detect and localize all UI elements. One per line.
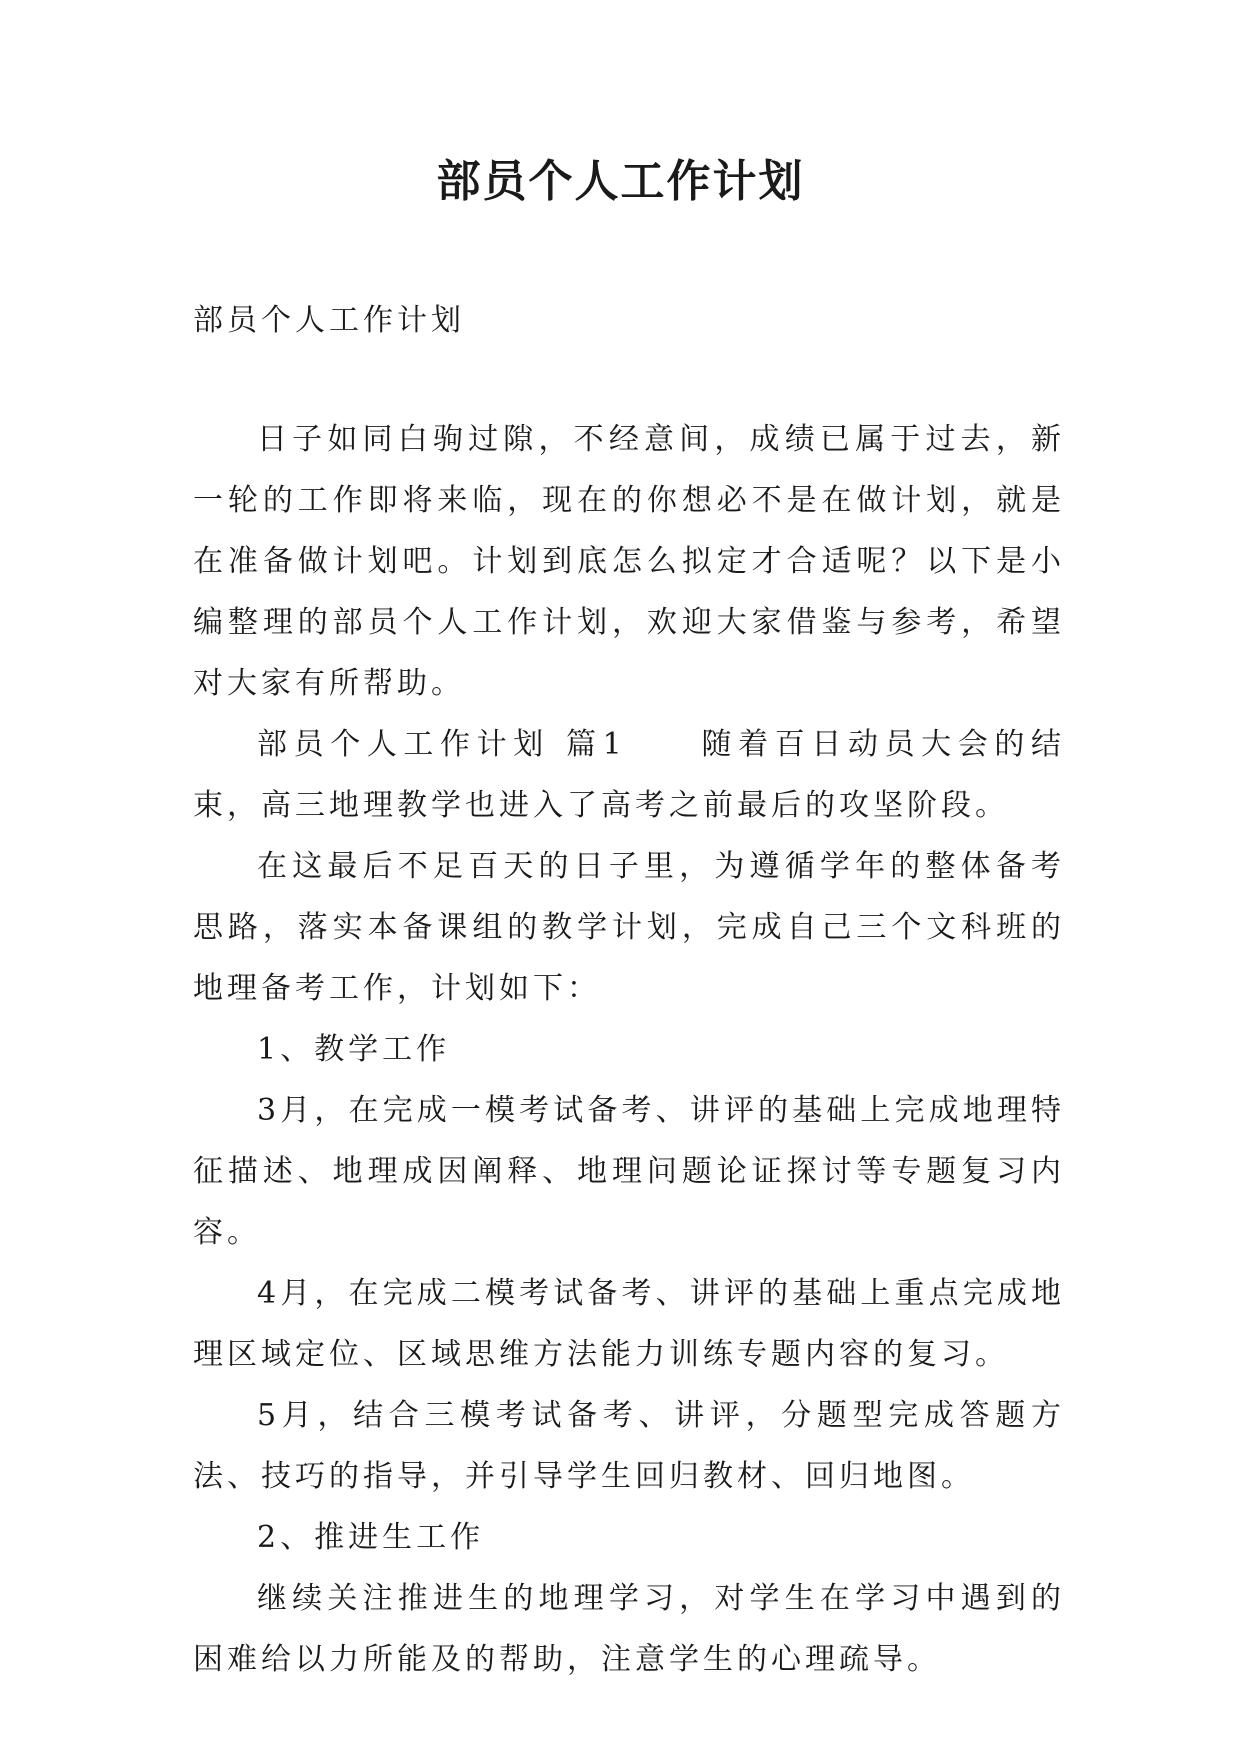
section-heading-teaching: 1、教学工作 (257, 1032, 451, 1067)
paragraph-part-1-heading: 部员个人工作计划 篇1 随着百日动员大会的结束，高三地理教学也进入了高考之前最后的攻坚阶段。 (193, 727, 1065, 823)
paragraph-intro: 日子如同白驹过隙，不经意间，成绩已属于过去，新一轮的工作即将来临，现在的你想必不是在做计划，就是在准备做计划吧。计划到底怎么拟定才合适呢？以下是小编整理的部员个人工作计划，欢迎大家借鉴与参考，希望对大家有所帮助。 (193, 422, 1065, 701)
paragraph-march: 3月，在完成一模考试备考、讲评的基础上完成地理特征描述、地理成因阐释、地理问题论证探讨等专题复习内容。 (193, 1093, 1065, 1250)
document-title: 部员个人工作计划 (436, 156, 805, 207)
paragraph-plan-overview: 在这最后不足百天的日子里，为遵循学年的整体备考思路，落实本备课组的教学计划，完成自己三个文科班的地理备考工作，计划如下： (193, 849, 1065, 1006)
paragraph-student-care: 继续关注推进生的地理学习，对学生在学习中遇到的困难给以力所能及的帮助，注意学生的心理疏导。 (193, 1581, 1065, 1677)
document-body (193, 290, 1065, 1690)
paragraph-may: 5月，结合三模考试备考、讲评，分题型完成答题方法、技巧的指导，并引导学生回归教材、回归地图。 (193, 1398, 1065, 1494)
document-subtitle: 部员个人工作计划 (193, 303, 465, 338)
section-heading-students: 2、推进生工作 (257, 1520, 485, 1555)
paragraph-april: 4月，在完成二模考试备考、讲评的基础上重点完成地理区域定位、区域思维方法能力训练专题内容的复习。 (193, 1276, 1065, 1372)
